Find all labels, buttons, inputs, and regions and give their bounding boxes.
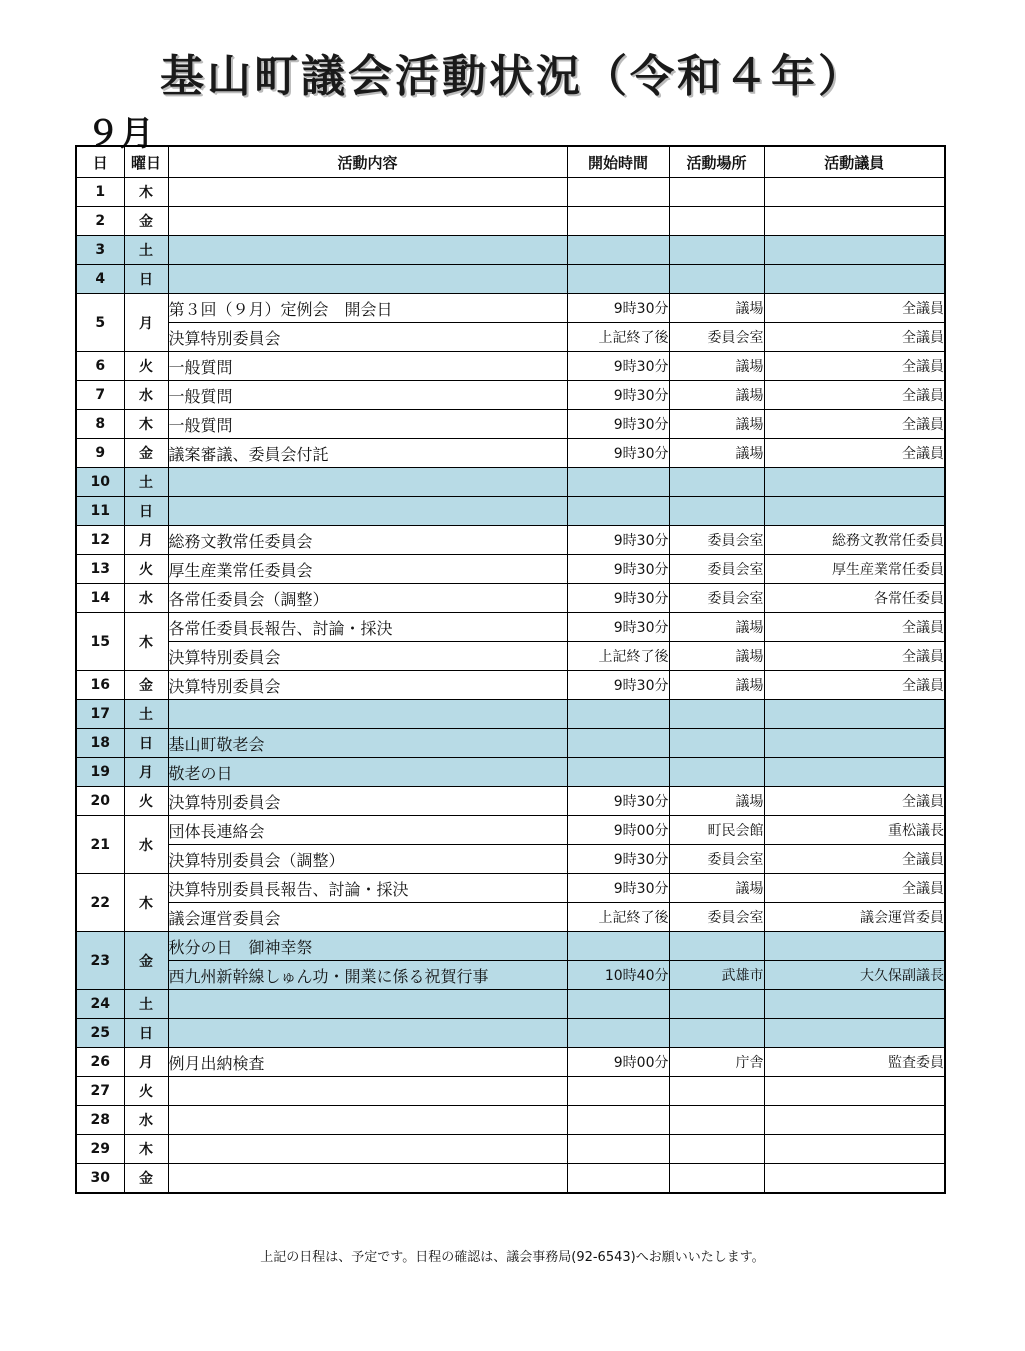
table-row (76, 584, 945, 613)
table-row (76, 294, 945, 323)
place-cell: 委員会室 (669, 555, 764, 584)
place-cell: 議場 (669, 381, 764, 410)
day-cell: 24 (76, 990, 124, 1019)
header-members: 活動議員 (764, 146, 945, 178)
schedule-body (76, 178, 945, 1194)
table-row (76, 758, 945, 787)
members-cell (764, 700, 945, 729)
start-time-cell (567, 1164, 669, 1194)
start-time-cell (567, 207, 669, 236)
members-cell (764, 265, 945, 294)
start-time-cell: 上記終了後 (567, 323, 669, 352)
place-cell: 武雄市 (669, 961, 764, 990)
members-cell (764, 207, 945, 236)
activity-cell: 議案審議、委員会付託 (168, 439, 567, 468)
table-row (76, 787, 945, 816)
start-time-cell: 9時00分 (567, 1048, 669, 1077)
weekday-cell: 火 (124, 555, 168, 584)
activity-cell (168, 1164, 567, 1194)
activity-cell: 決算特別委員会 (168, 642, 567, 671)
day-cell: 4 (76, 265, 124, 294)
day-cell: 13 (76, 555, 124, 584)
members-cell (764, 178, 945, 207)
members-cell: 全議員 (764, 787, 945, 816)
footer-note: 上記の日程は、予定です。日程の確認は、議会事務局(92-6543)へお願いいたします。 (260, 1250, 765, 1265)
activity-cell: 決算特別委員長報告、討論・採決 (168, 874, 567, 903)
weekday-cell: 木 (124, 178, 168, 207)
table-row (76, 207, 945, 236)
activity-cell: 総務文教常任委員会 (168, 526, 567, 555)
members-cell (764, 1106, 945, 1135)
start-time-cell (567, 1135, 669, 1164)
day-cell: 17 (76, 700, 124, 729)
place-cell: 町民会館 (669, 816, 764, 845)
activity-cell (168, 1106, 567, 1135)
members-cell: 全議員 (764, 352, 945, 381)
weekday-cell: 日 (124, 1019, 168, 1048)
start-time-cell: 9時30分 (567, 584, 669, 613)
weekday-cell: 月 (124, 758, 168, 787)
table-row (76, 613, 945, 642)
day-cell: 26 (76, 1048, 124, 1077)
table-row (76, 729, 945, 758)
place-cell: 議場 (669, 613, 764, 642)
start-time-cell (567, 729, 669, 758)
place-cell: 委員会室 (669, 584, 764, 613)
table-row (76, 845, 945, 874)
activity-cell: 基山町敬老会 (168, 729, 567, 758)
start-time-cell: 9時30分 (567, 671, 669, 700)
header-row (76, 146, 945, 178)
activity-cell: 決算特別委員会（調整） (168, 845, 567, 874)
place-cell: 委員会室 (669, 526, 764, 555)
members-cell: 厚生産業常任委員 (764, 555, 945, 584)
table-row (76, 439, 945, 468)
day-cell: 27 (76, 1077, 124, 1106)
place-cell (669, 1077, 764, 1106)
weekday-cell: 土 (124, 236, 168, 265)
day-cell: 25 (76, 1019, 124, 1048)
table-row (76, 1077, 945, 1106)
start-time-cell (567, 700, 669, 729)
table-row (76, 410, 945, 439)
place-cell: 議場 (669, 439, 764, 468)
table-row (76, 236, 945, 265)
activity-cell: 一般質問 (168, 352, 567, 381)
place-cell: 議場 (669, 642, 764, 671)
place-cell: 議場 (669, 671, 764, 700)
members-cell (764, 932, 945, 961)
activity-cell: 一般質問 (168, 410, 567, 439)
activity-cell (168, 207, 567, 236)
start-time-cell: 上記終了後 (567, 642, 669, 671)
table-row (76, 178, 945, 207)
activity-cell: 団体長連絡会 (168, 816, 567, 845)
activity-cell: 議会運営委員会 (168, 903, 567, 932)
weekday-cell: 土 (124, 468, 168, 497)
day-cell: 28 (76, 1106, 124, 1135)
weekday-cell: 金 (124, 671, 168, 700)
start-time-cell: 9時30分 (567, 294, 669, 323)
members-cell: 重松議長 (764, 816, 945, 845)
activity-cell (168, 1135, 567, 1164)
day-cell: 18 (76, 729, 124, 758)
header-day: 日 (76, 146, 124, 178)
members-cell: 全議員 (764, 671, 945, 700)
place-cell: 委員会室 (669, 903, 764, 932)
place-cell (669, 178, 764, 207)
day-cell: 6 (76, 352, 124, 381)
weekday-cell: 日 (124, 729, 168, 758)
members-cell (764, 729, 945, 758)
members-cell: 全議員 (764, 874, 945, 903)
table-row (76, 265, 945, 294)
members-cell (764, 990, 945, 1019)
activity-cell: 西九州新幹線しゅん功・開業に係る祝賀行事 (168, 961, 567, 990)
day-cell: 23 (76, 932, 124, 990)
members-cell (764, 1135, 945, 1164)
activity-cell: 決算特別委員会 (168, 787, 567, 816)
activity-cell: 各常任委員長報告、討論・採決 (168, 613, 567, 642)
weekday-cell: 金 (124, 207, 168, 236)
start-time-cell (567, 932, 669, 961)
table-row (76, 642, 945, 671)
place-cell: 議場 (669, 874, 764, 903)
day-cell: 7 (76, 381, 124, 410)
place-cell: 議場 (669, 410, 764, 439)
activity-cell: 決算特別委員会 (168, 323, 567, 352)
weekday-cell: 月 (124, 294, 168, 352)
start-time-cell: 9時30分 (567, 787, 669, 816)
table-row (76, 961, 945, 990)
day-cell: 21 (76, 816, 124, 874)
weekday-cell: 木 (124, 1135, 168, 1164)
weekday-cell: 月 (124, 526, 168, 555)
members-cell: 全議員 (764, 613, 945, 642)
place-cell: 議場 (669, 787, 764, 816)
activity-cell: 例月出納検査 (168, 1048, 567, 1077)
members-cell: 全議員 (764, 410, 945, 439)
header-weekday: 曜日 (124, 146, 168, 178)
place-cell: 議場 (669, 352, 764, 381)
place-cell: 委員会室 (669, 845, 764, 874)
activity-cell: 決算特別委員会 (168, 671, 567, 700)
table-row (76, 932, 945, 961)
day-cell: 30 (76, 1164, 124, 1194)
members-cell: 大久保副議長 (764, 961, 945, 990)
members-cell: 議会運営委員 (764, 903, 945, 932)
day-cell: 2 (76, 207, 124, 236)
start-time-cell: 9時30分 (567, 874, 669, 903)
weekday-cell: 日 (124, 265, 168, 294)
table-row (76, 323, 945, 352)
start-time-cell (567, 758, 669, 787)
start-time-cell: 9時30分 (567, 526, 669, 555)
members-cell (764, 236, 945, 265)
start-time-cell: 9時30分 (567, 555, 669, 584)
day-cell: 10 (76, 468, 124, 497)
place-cell (669, 236, 764, 265)
table-row (76, 468, 945, 497)
activity-cell: 一般質問 (168, 381, 567, 410)
members-cell (764, 1077, 945, 1106)
day-cell: 3 (76, 236, 124, 265)
day-cell: 5 (76, 294, 124, 352)
day-cell: 22 (76, 874, 124, 932)
weekday-cell: 月 (124, 1048, 168, 1077)
start-time-cell (567, 1019, 669, 1048)
members-cell (764, 468, 945, 497)
header-place: 活動場所 (669, 146, 764, 178)
start-time-cell (567, 990, 669, 1019)
weekday-cell: 水 (124, 381, 168, 410)
activity-cell (168, 178, 567, 207)
start-time-cell (567, 265, 669, 294)
weekday-cell: 土 (124, 990, 168, 1019)
table-row (76, 990, 945, 1019)
day-cell: 12 (76, 526, 124, 555)
weekday-cell: 火 (124, 787, 168, 816)
activity-cell: 秋分の日 御神幸祭 (168, 932, 567, 961)
activity-cell: 厚生産業常任委員会 (168, 555, 567, 584)
weekday-cell: 火 (124, 352, 168, 381)
activity-cell (168, 1019, 567, 1048)
start-time-cell (567, 468, 669, 497)
members-cell: 全議員 (764, 642, 945, 671)
weekday-cell: 金 (124, 1164, 168, 1194)
table-row (76, 1019, 945, 1048)
activity-cell (168, 700, 567, 729)
weekday-cell: 火 (124, 1077, 168, 1106)
table-row (76, 1048, 945, 1077)
start-time-cell (567, 1077, 669, 1106)
page-title: 基山町議会活動状況（令和４年） (160, 51, 865, 102)
weekday-cell: 水 (124, 584, 168, 613)
members-cell: 全議員 (764, 845, 945, 874)
activity-cell (168, 236, 567, 265)
header-activity: 活動内容 (168, 146, 567, 178)
day-cell: 20 (76, 787, 124, 816)
activity-cell: 各常任委員会（調整） (168, 584, 567, 613)
table-row (76, 555, 945, 584)
place-cell (669, 468, 764, 497)
start-time-cell (567, 1106, 669, 1135)
start-time-cell: 9時30分 (567, 439, 669, 468)
members-cell: 全議員 (764, 294, 945, 323)
activity-cell (168, 1077, 567, 1106)
day-cell: 29 (76, 1135, 124, 1164)
start-time-cell: 上記終了後 (567, 903, 669, 932)
weekday-cell: 木 (124, 410, 168, 439)
table-row (76, 903, 945, 932)
start-time-cell (567, 178, 669, 207)
place-cell (669, 265, 764, 294)
place-cell (669, 497, 764, 526)
members-cell (764, 1164, 945, 1194)
place-cell (669, 1106, 764, 1135)
weekday-cell: 土 (124, 700, 168, 729)
start-time-cell: 9時30分 (567, 352, 669, 381)
table-row (76, 1135, 945, 1164)
activity-cell (168, 468, 567, 497)
day-cell: 19 (76, 758, 124, 787)
start-time-cell: 10時40分 (567, 961, 669, 990)
header-start-time: 開始時間 (567, 146, 669, 178)
members-cell: 各常任委員 (764, 584, 945, 613)
weekday-cell: 木 (124, 613, 168, 671)
members-cell: 総務文教常任委員 (764, 526, 945, 555)
members-cell: 監査委員 (764, 1048, 945, 1077)
activity-cell: 第３回（９月）定例会 開会日 (168, 294, 567, 323)
members-cell: 全議員 (764, 439, 945, 468)
members-cell (764, 1019, 945, 1048)
table-row (76, 816, 945, 845)
day-cell: 14 (76, 584, 124, 613)
members-cell: 全議員 (764, 381, 945, 410)
table-row (76, 1106, 945, 1135)
place-cell (669, 1164, 764, 1194)
start-time-cell: 9時30分 (567, 381, 669, 410)
activity-cell (168, 990, 567, 1019)
place-cell (669, 1019, 764, 1048)
place-cell (669, 729, 764, 758)
day-cell: 16 (76, 671, 124, 700)
activity-cell: 敬老の日 (168, 758, 567, 787)
table-row (76, 381, 945, 410)
weekday-cell: 金 (124, 439, 168, 468)
table-row (76, 874, 945, 903)
members-cell (764, 497, 945, 526)
start-time-cell: 9時30分 (567, 613, 669, 642)
start-time-cell: 9時00分 (567, 816, 669, 845)
table-row (76, 671, 945, 700)
day-cell: 11 (76, 497, 124, 526)
weekday-cell: 日 (124, 497, 168, 526)
start-time-cell: 9時30分 (567, 845, 669, 874)
members-cell (764, 758, 945, 787)
table-row (76, 352, 945, 381)
weekday-cell: 水 (124, 816, 168, 874)
day-cell: 8 (76, 410, 124, 439)
members-cell: 全議員 (764, 323, 945, 352)
table-row (76, 700, 945, 729)
day-cell: 1 (76, 178, 124, 207)
start-time-cell: 9時30分 (567, 410, 669, 439)
table-row (76, 1164, 945, 1194)
schedule-table (75, 145, 946, 1194)
table-row (76, 526, 945, 555)
place-cell (669, 1135, 764, 1164)
day-cell: 9 (76, 439, 124, 468)
place-cell: 委員会室 (669, 323, 764, 352)
place-cell: 庁舎 (669, 1048, 764, 1077)
weekday-cell: 木 (124, 874, 168, 932)
table-row (76, 497, 945, 526)
activity-cell (168, 265, 567, 294)
month-label: ９月 (86, 114, 154, 154)
day-cell: 15 (76, 613, 124, 671)
place-cell (669, 758, 764, 787)
weekday-cell: 水 (124, 1106, 168, 1135)
place-cell (669, 700, 764, 729)
activity-cell (168, 497, 567, 526)
place-cell: 議場 (669, 294, 764, 323)
start-time-cell (567, 236, 669, 265)
place-cell (669, 207, 764, 236)
place-cell (669, 932, 764, 961)
place-cell (669, 990, 764, 1019)
weekday-cell: 金 (124, 932, 168, 990)
start-time-cell (567, 497, 669, 526)
